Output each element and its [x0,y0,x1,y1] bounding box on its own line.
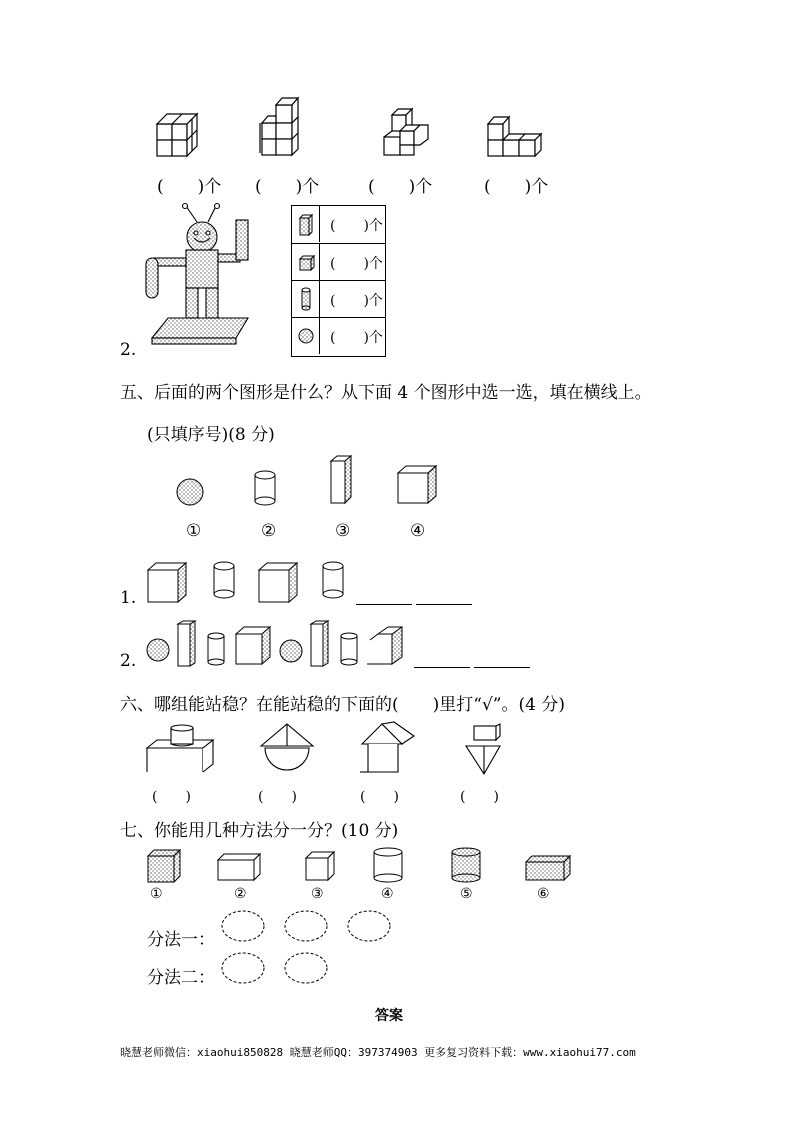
check-box-1[interactable]: ( ) [152,789,191,805]
sequence-2-figures [146,620,408,668]
option-label-3: ③ [335,521,351,541]
shape-label-6: ⑥ [537,886,550,902]
option-label-2: ② [261,521,277,541]
method-2-label: 分法二： [147,968,215,988]
check-box-3[interactable]: ( ) [360,789,399,805]
answer-blank[interactable] [474,651,530,668]
cube-icon [299,255,315,271]
robot-illustration [140,200,255,348]
cube-stack-figure-1 [155,108,205,158]
table-cell[interactable]: ( )个 [330,293,383,309]
classify-shapes-row [146,848,576,886]
shape-label-1: ① [150,886,163,902]
check-box-2[interactable]: ( ) [258,789,297,805]
answer-blank[interactable] [416,588,472,605]
answer-blank-figure-3[interactable]: ( )个 [368,177,433,197]
cube-stack-figure-2 [258,95,306,159]
table-row [292,206,385,242]
section-5-title: 五、后面的两个图形是什么？从下面 4 个图形中选一选，填在横线上。 [120,383,652,403]
cube-stack-figure-3 [380,105,432,159]
answer-blank[interactable] [414,651,470,668]
shape-label-3: ③ [311,886,324,902]
table-cell[interactable]: ( )个 [330,330,383,346]
shape-label-4: ④ [381,886,394,902]
shape-label-2: ② [234,886,247,902]
cube-stack-figure-4 [485,112,547,158]
stack-figure-cylinder-on-box [145,722,217,774]
method-2-groups[interactable] [220,950,332,986]
cylinder-icon [301,287,311,311]
check-box-4[interactable]: ( ) [460,789,499,805]
stack-figure-cone-upside-down [462,724,508,778]
cylinder-option [252,470,278,506]
answer-blank[interactable] [356,588,412,605]
shape-count-table [291,205,386,357]
stack-figure-cone-on-hemisphere [257,720,317,774]
table-cell[interactable]: ( )个 [330,218,383,234]
sphere-option [175,477,205,507]
method-1-groups[interactable] [220,908,395,944]
table-cell[interactable]: ( )个 [330,256,383,272]
option-label-1: ① [186,521,202,541]
section-6-title: 六、哪组能站稳？在能站稳的下面的( )里打“√”。(4 分) [120,695,565,715]
answer-heading: 答案 [375,1008,403,1024]
answer-blank-figure-4[interactable]: ( )个 [484,177,549,197]
table-row [292,280,385,317]
answer-blank-figure-1[interactable]: ( )个 [157,177,222,197]
sphere-icon [298,328,314,344]
shape-label-5: ⑤ [460,886,473,902]
page-footer: 晓慧老师微信：xiaohui850828 晓慧老师QQ：397374903 更多复习资料下载：www.xiaohui77.com [120,1046,636,1059]
cuboid-option [329,455,355,505]
stack-figure-roof-on-cube [358,720,418,776]
table-row [292,243,385,280]
table-row [292,317,385,354]
section-5-subtitle: (只填序号)(8 分) [147,425,275,445]
option-label-4: ④ [410,521,426,541]
sequence-1-figures [146,560,356,606]
cuboid-icon [299,214,313,236]
section-7-title: 七、你能用几种方法分一分？(10 分) [120,821,399,841]
method-1-label: 分法一： [147,930,215,950]
question-number: 2. [120,651,137,671]
answer-blanks-2 [414,651,534,672]
question-number: 2. [120,340,137,360]
answer-blanks-1 [356,588,476,609]
answer-blank-figure-2[interactable]: ( )个 [255,177,320,197]
question-number: 1. [120,588,137,608]
cube-option [396,465,440,505]
